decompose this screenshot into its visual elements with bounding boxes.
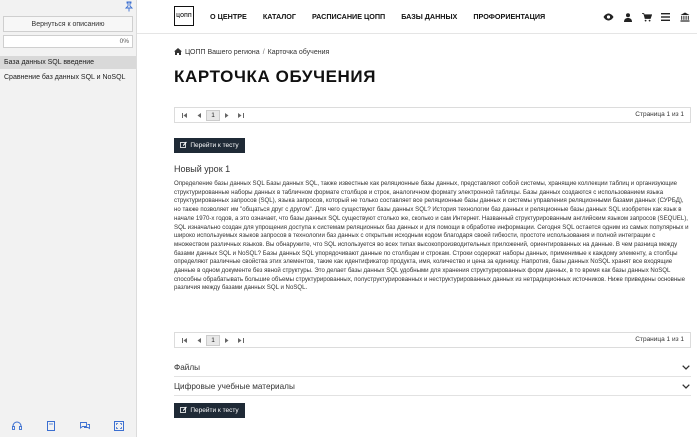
- accordion-digital-materials[interactable]: [174, 378, 691, 396]
- pager-info: Страница 1 из 1: [635, 111, 684, 118]
- progress-label: 0%: [119, 38, 129, 45]
- book-icon[interactable]: [45, 420, 57, 432]
- go-to-test-label: Перейти к тесту: [190, 407, 239, 414]
- sidebar: [0, 0, 137, 437]
- main-nav: [210, 12, 561, 21]
- breadcrumb-current: Карточка обучения: [267, 49, 330, 56]
- lesson-text: Определение базы данных SQL Базы данных SQL, также известные как реляционные базы данных, представляют собой системы, хранящие коллекции таблиц и организующие структурированные наборы данных в табличном формате столбцов и строк, аналогичном формату электронной таблицы. Базы данных создаются с использованием языка структурированных запросов (SQL), языка запросов, который не только составляет все реляционные базы данных и системы управления реляционными базами данных (СУРБД), но также позволяет им "общаться друг с другом". Для чего существуют базы данных SQL? История технологии баз данных и реляционные базы данных SQL изобретен как язык в начале 1970-х годов, а это означает, что базы данных SQL существуют столько же, сколько и сам Интернет. Названный структурированным английским языком запросов (SEQUEL), SQL изначально создан для упрощения доступа к системам реляционных баз данных и для помощи в обработке информации. Сегодня SQL остается одним из самых популярных и широко используемых языков запросов в технологии баз данных с открытым исходным кодом благодаря своей гибкости, простоте использования и полной интеграции с множеством различных языков. Вы обнаружите, что SQL используется во всех типах высокопроизводительных приложений, ориентированных на данные. В чем разница между базами данных SQL и NoSQL? Базы данных SQL упорядочивают данные по столбцам и строкам. Строки содержат наборы данных, применимые к каждому элементу, а столбцы определяют различные свойства этих элементов, такие как идентификатор продукта, имя, количество и цена за единицу. Напротив, базы данных NoSQL хранят все входящие данные в одном документе без явной структуры. Это делает базы данных SQL удобными для хранения структурированных форм данных, в то время как базы данных NoSQL способны обрабатывать большие объемы структурированных, полуструктурированных и неструктурированных данных из нетрадиционных источников. Ниже приведены основные различия между базами данных SQL и NoSQL.: [174, 180, 689, 292]
- breadcrumb-separator: /: [262, 49, 265, 56]
- next-page-button[interactable]: [220, 335, 234, 346]
- go-to-test-label: Перейти к тесту: [190, 142, 239, 149]
- current-page-button[interactable]: 1: [206, 110, 220, 121]
- menu-icon[interactable]: [656, 9, 675, 25]
- chat-icon[interactable]: [79, 420, 91, 432]
- accordion-digital-materials-label: Цифровые учебные материалы: [174, 382, 295, 391]
- prev-page-button[interactable]: [192, 110, 206, 121]
- edit-icon: [180, 141, 187, 150]
- home-icon[interactable]: [174, 48, 182, 57]
- cart-icon[interactable]: [637, 9, 656, 25]
- progress-bar: [3, 35, 133, 48]
- fullscreen-icon[interactable]: [113, 420, 125, 432]
- header-tools: [599, 9, 694, 25]
- go-to-test-button-bottom[interactable]: [174, 403, 245, 418]
- headset-icon[interactable]: [11, 420, 23, 432]
- prev-page-button[interactable]: [192, 335, 206, 346]
- main-content: [174, 34, 694, 437]
- pager-info: Страница 1 из 1: [635, 336, 684, 343]
- last-page-button[interactable]: [234, 110, 248, 121]
- pager-top: [174, 107, 691, 123]
- sidebar-item-sql-nosql[interactable]: Сравнение баз данных SQL и NoSQL: [4, 74, 126, 81]
- nav-item-catalog[interactable]: КАТАЛОГ: [262, 12, 296, 21]
- first-page-button[interactable]: [178, 335, 192, 346]
- breadcrumb-home-link[interactable]: ЦОПП Вашего региона: [185, 49, 260, 56]
- page-title: КАРТОЧКА ОБУЧЕНИЯ: [174, 67, 377, 86]
- nav-item-about[interactable]: О ЦЕНТРЕ: [210, 12, 247, 21]
- nav-item-schedule[interactable]: РАСПИСАНИЕ ЦОПП: [311, 12, 386, 21]
- sidebar-item-sql-intro[interactable]: База данных SQL введение: [0, 56, 136, 69]
- pager-bottom: [174, 332, 691, 348]
- go-to-test-button[interactable]: [174, 138, 245, 153]
- bank-icon[interactable]: [675, 9, 694, 25]
- edit-icon: [180, 406, 187, 415]
- accordion-files-label: Файлы: [174, 363, 201, 372]
- last-page-button[interactable]: [234, 335, 248, 346]
- back-to-description-button[interactable]: Вернуться к описанию: [3, 16, 133, 32]
- sidebar-toolbar: [0, 418, 136, 434]
- top-header: [137, 0, 697, 34]
- nav-item-databases[interactable]: БАЗЫ ДАННЫХ: [401, 12, 458, 21]
- accordion-files[interactable]: [174, 359, 691, 377]
- user-icon[interactable]: [618, 9, 637, 25]
- current-page-button[interactable]: 1: [206, 335, 220, 346]
- chevron-down-icon: [681, 363, 691, 373]
- chevron-down-icon: [681, 382, 691, 392]
- lesson-title: Новый урок 1: [174, 164, 231, 174]
- pin-icon[interactable]: [124, 1, 134, 12]
- nav-item-career-guidance[interactable]: ПРОФОРИЕНТАЦИЯ: [473, 12, 546, 21]
- next-page-button[interactable]: [220, 110, 234, 121]
- breadcrumb: [174, 48, 329, 57]
- eye-icon[interactable]: [599, 9, 618, 25]
- site-logo[interactable]: ЦОПП: [174, 6, 194, 26]
- first-page-button[interactable]: [178, 110, 192, 121]
